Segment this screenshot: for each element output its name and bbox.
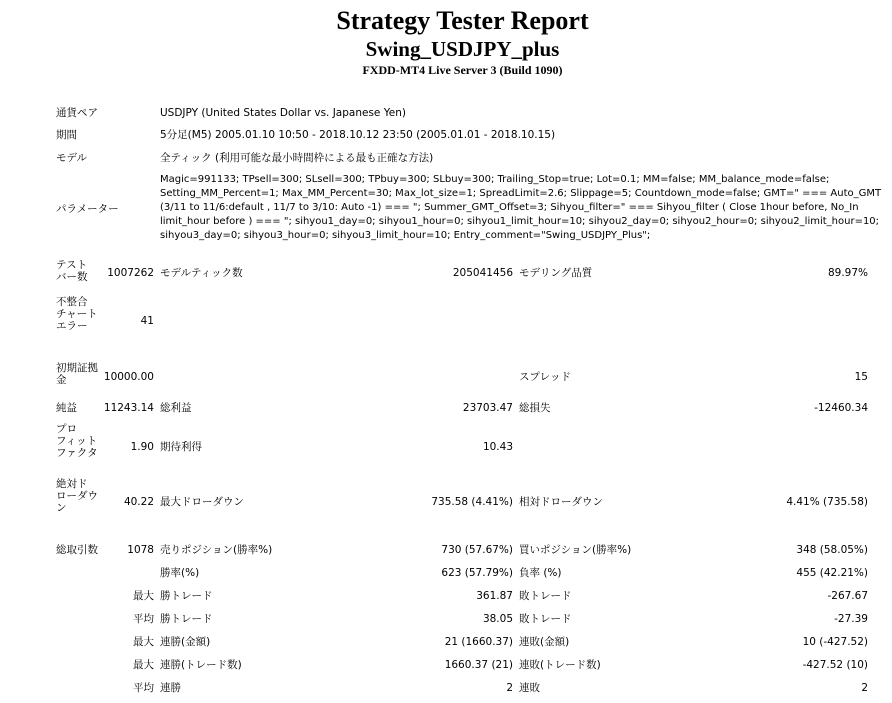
quality-value: 89.97%: [827, 267, 868, 279]
row-prefix-max: 最大: [133, 590, 154, 602]
cons-profit-value: 1660.37 (21): [444, 659, 513, 671]
gross-loss-label: 総損失: [519, 402, 551, 414]
avg-cons-losses-label: 連敗: [519, 682, 540, 694]
cons-profit-label: 連勝(トレード数): [160, 659, 242, 671]
largest-win-value: 361.87: [476, 590, 513, 602]
win-rate-label: 勝率(%): [160, 567, 200, 579]
ea-name: Swing_USDJPY_plus: [365, 37, 560, 61]
params-line-2: Setting_MM_Percent=1; Max_MM_Percent=30; Max_lot_size=1; SpreadLimit=2.6; Slippage=5; Countdown_mode=false; GMT=" === Auto_GMT: [160, 188, 882, 199]
max-drawdown-label: 最大ドローダウン: [160, 496, 244, 508]
period-label: 期間: [56, 129, 77, 141]
deposit-label: 初期証拠 金: [56, 362, 98, 386]
expected-payoff-label: 期待利得: [160, 441, 202, 453]
mismatch-label: 不整合 チャート エラー: [56, 296, 98, 332]
total-trades-value: 1078: [127, 544, 154, 556]
bars-value: 1007262: [107, 267, 154, 279]
ticks-label: モデルティック数: [160, 267, 243, 279]
pair-label: 通貨ペア: [56, 107, 98, 119]
cons-losses-value: 10 (-427.52): [802, 636, 868, 648]
pair-value: USDJPY (United States Dollar vs. Japanese Yen): [160, 107, 406, 119]
deposit-value: 10000.00: [103, 371, 154, 383]
cons-loss-label: 連敗(トレード数): [519, 659, 601, 671]
mismatch-value: 41: [140, 315, 154, 327]
abs-drawdown-value: 40.22: [123, 496, 154, 508]
row-prefix-max: 最大: [133, 659, 154, 671]
spread-value: 15: [854, 371, 868, 383]
server-name: FXDD-MT4 Live Server 3 (Build 1090): [362, 63, 563, 77]
net-label: 純益: [56, 402, 77, 414]
avg-cons-losses-value: 2: [861, 682, 868, 694]
avg-cons-wins-value: 2: [506, 682, 513, 694]
cons-wins-value: 21 (1660.37): [444, 636, 513, 648]
net-value: 11243.14: [103, 402, 154, 414]
cons-losses-label: 連敗(金額): [519, 636, 570, 648]
quality-label: モデリング品質: [519, 267, 593, 279]
avg-loss-label: 敗トレード: [519, 613, 572, 625]
rel-drawdown-label: 相対ドローダウン: [519, 496, 603, 508]
model-label: モデル: [56, 152, 87, 164]
gross-profit-label: 総利益: [160, 402, 192, 414]
row-prefix-avg: 平均: [133, 613, 154, 625]
abs-drawdown-label: 絶対ド ローダウ ン: [56, 478, 98, 514]
report-title: Strategy Tester Report: [336, 6, 589, 35]
cons-loss-value: -427.52 (10): [802, 659, 868, 671]
avg-cons-wins-label: 連勝: [160, 682, 181, 694]
avg-win-label: 勝トレード: [160, 613, 213, 625]
gross-loss-value: -12460.34: [814, 402, 868, 414]
params-line-3: (3/11 to 11/6:default , 11/7 to 3/10: Auto -1) === "; Summer_GMT_Offset=3; Sihyou_filter=" === Sihyou_filter ( Close 1hour before, No_In: [160, 202, 859, 213]
win-rate-value: 623 (57.79%): [441, 567, 513, 579]
spread-label: スプレッド: [519, 371, 571, 383]
bars-label: テスト バー数: [56, 259, 88, 283]
row-prefix-avg: 平均: [133, 682, 154, 694]
total-trades-label: 総取引数: [56, 544, 98, 556]
avg-loss-value: -27.39: [834, 613, 868, 625]
params-label: パラメーター: [56, 203, 119, 215]
profit-factor-value: 1.90: [130, 441, 154, 453]
long-positions-label: 買いポジション(勝率%): [519, 544, 632, 556]
short-positions-value: 730 (57.67%): [441, 544, 513, 556]
gross-profit-value: 23703.47: [462, 402, 513, 414]
short-positions-label: 売りポジション(勝率%): [160, 544, 273, 556]
cons-wins-label: 連勝(金額): [160, 636, 211, 648]
expected-payoff-value: 10.43: [482, 441, 513, 453]
largest-loss-label: 敗トレード: [519, 590, 572, 602]
largest-win-label: 勝トレード: [160, 590, 213, 602]
max-drawdown-value: 735.58 (4.41%): [431, 496, 513, 508]
params-line-5: sihyou3_day=0; sihyou3_hour=0; sihyou3_limit_hour=10; Entry_comment="Swing_USDJPY_Plus";: [160, 230, 651, 241]
profit-factor-label: プロ フィット ファクタ: [56, 423, 98, 459]
model-value: 全ティック (利用可能な最小時間枠による最も正確な方法): [160, 152, 434, 164]
rel-drawdown-value: 4.41% (735.58): [786, 496, 868, 508]
avg-win-value: 38.05: [482, 613, 513, 625]
params-line-1: Magic=991133; TPsell=300; SLsell=300; TPbuy=300; SLbuy=300; Trailing_Stop=true; Lot=0.1; MM=false; MM_balance_mode=false;: [160, 174, 830, 185]
params-line-4: limit_hour before ) === "; sihyou1_day=0; sihyou1_hour=0; sihyou1_limit_hour=10; sihyou2_day=0; sihyou2_hour=0; sihyou2_limit_hour=10;: [160, 216, 880, 227]
loss-rate-label: 負率 (%): [519, 567, 562, 579]
loss-rate-value: 455 (42.21%): [796, 567, 868, 579]
period-value: 5分足(M5) 2005.01.10 10:50 - 2018.10.12 23:50 (2005.01.01 - 2018.10.15): [160, 129, 556, 141]
largest-loss-value: -267.67: [827, 590, 868, 602]
row-prefix-max: 最大: [133, 636, 154, 648]
ticks-value: 205041456: [452, 267, 513, 279]
long-positions-value: 348 (58.05%): [796, 544, 868, 556]
